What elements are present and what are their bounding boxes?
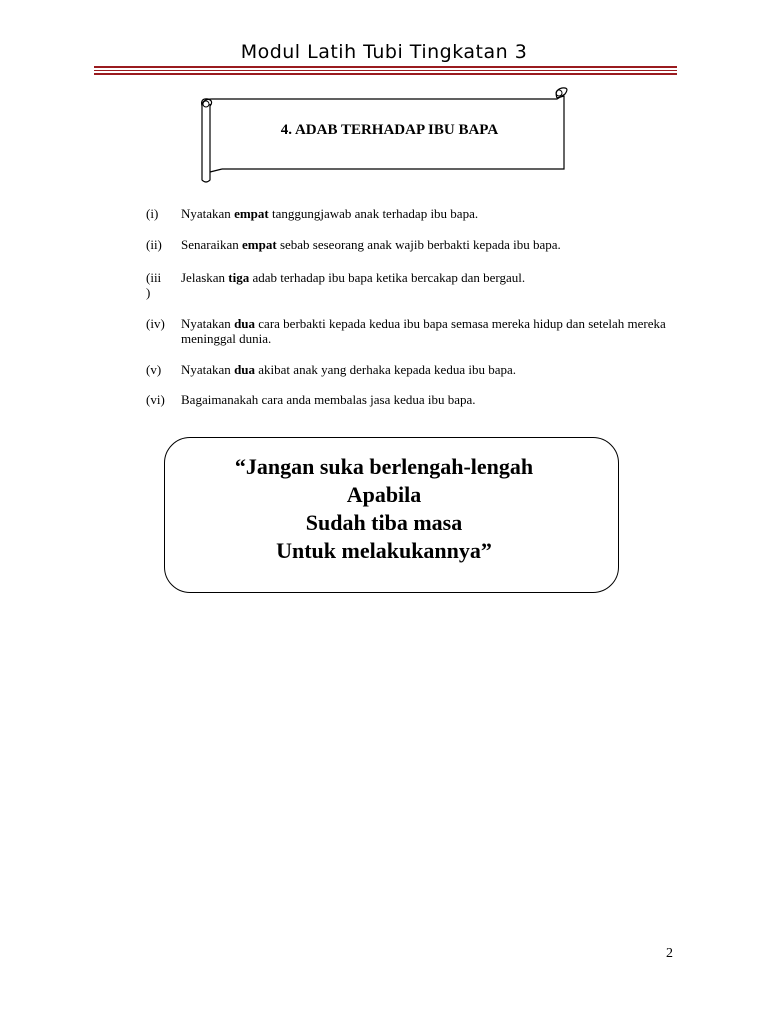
question-number: (iv) [146, 316, 165, 331]
page-number: 2 [666, 946, 673, 961]
question-text: Nyatakan dua cara berbakti kepada kedua ibu bapa semasa mereka hidup dan setelah mereka meninggal dunia. [181, 316, 666, 346]
question-text: Bagaimanakah cara anda membalas jasa kedua ibu bapa. [181, 392, 476, 407]
page-header-title: Modul Latih Tubi Tingkatan 3 [240, 41, 528, 63]
quote-line: Untuk melakukannya” [276, 538, 492, 563]
header-rule [94, 66, 677, 68]
quote-line: “Jangan suka berlengah-lengah [234, 454, 534, 479]
question-text: Jelaskan tiga adab terhadap ibu bapa ketika bercakap dan bergaul. [181, 270, 526, 285]
question-text: Senaraikan empat sebab seseorang anak wajib berbakti kepada ibu bapa. [181, 237, 561, 252]
header-rule [94, 73, 677, 75]
header-rule [94, 70, 677, 71]
question-number: (ii) [146, 237, 162, 252]
question-text: Nyatakan dua akibat anak yang derhaka kepada kedua ibu bapa. [181, 362, 516, 377]
question-text: Nyatakan empat tanggungjawab anak terhadap ibu bapa. [181, 206, 479, 221]
question-number: (vi) [146, 392, 165, 407]
question-number: (iii ) [146, 270, 162, 300]
quote-line: Apabila [346, 482, 422, 507]
question-number: (v) [146, 362, 162, 377]
section-title: 4. ADAB TERHADAP IBU BAPA [280, 122, 499, 138]
quote-line: Sudah tiba masa [305, 510, 463, 535]
question-number: (i) [146, 206, 159, 221]
section-title-scroll [192, 84, 577, 184]
